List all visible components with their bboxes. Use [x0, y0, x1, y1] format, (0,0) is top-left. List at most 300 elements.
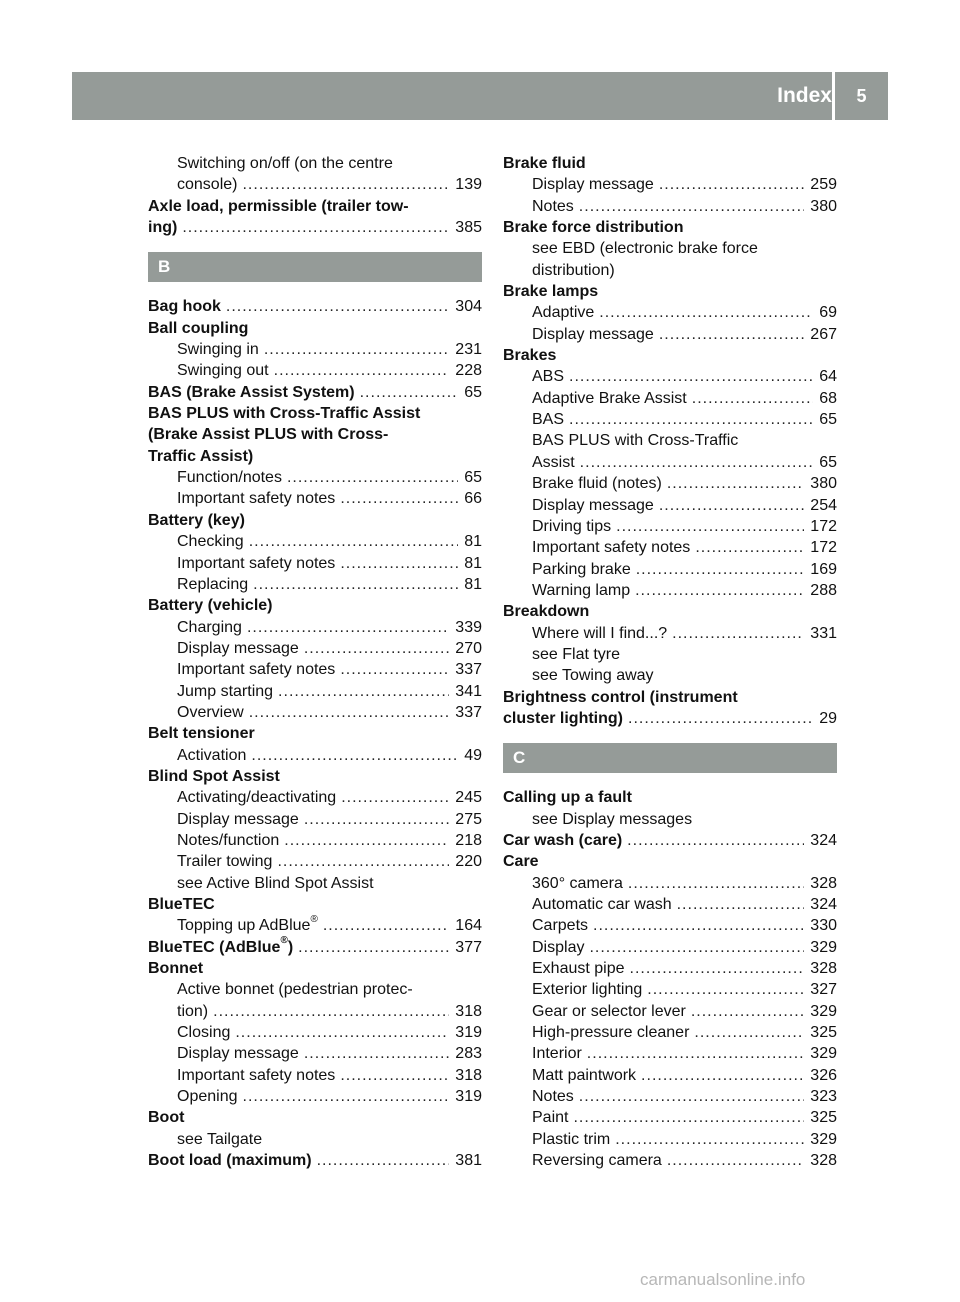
entry-text: Important safety notes [177, 661, 336, 679]
left-top-entries [148, 153, 482, 238]
leader-dots [635, 580, 804, 601]
index-entry [503, 153, 837, 174]
section-heading-c: C [503, 743, 837, 773]
entry-page-number: 283 [455, 1045, 482, 1063]
entry-text: Swinging in [177, 341, 259, 359]
leader-dots [304, 638, 449, 659]
index-entry [148, 1107, 482, 1128]
index-entry [148, 553, 482, 574]
leader-dots [636, 559, 805, 580]
entry-page-number: 270 [455, 639, 482, 657]
entry-text: Blind Spot Assist [148, 767, 280, 785]
index-entry [148, 1043, 482, 1064]
index-entry [503, 302, 837, 323]
leader-dots [589, 937, 804, 958]
index-entry [503, 830, 837, 851]
leader-dots [340, 553, 458, 574]
section-heading-b: B [148, 252, 482, 282]
leader-dots [628, 708, 813, 729]
entry-text: Carpets [532, 917, 589, 935]
entry-page-number: 69 [819, 304, 837, 322]
page-number: 5 [856, 86, 867, 106]
leader-dots [253, 574, 458, 595]
entry-text: see EBD (electronic brake force [532, 240, 758, 258]
entry-page-number: 64 [819, 368, 837, 386]
index-entry [503, 1001, 837, 1022]
entry-text: ing) [148, 219, 178, 237]
leader-dots [226, 296, 449, 317]
entry-text: BlueTEC [148, 896, 215, 913]
index-entry [503, 196, 837, 217]
entry-page-number: 329 [810, 1045, 837, 1063]
index-entry [503, 495, 837, 516]
index-entry [148, 403, 482, 424]
index-entry [148, 446, 482, 467]
index-entry [148, 382, 482, 403]
entry-page-number: 65 [819, 453, 837, 471]
entry-page-number: 288 [810, 581, 837, 599]
entry-text: cluster lighting) [503, 709, 623, 727]
entry-page-number: 65 [464, 383, 482, 401]
entry-page-number: 259 [810, 176, 837, 194]
entry-page-number: 164 [455, 917, 482, 935]
entry-page-number: 172 [810, 517, 837, 535]
entry-text: High-pressure cleaner [532, 1024, 690, 1042]
entry-page-number: 325 [810, 1024, 837, 1042]
entry-page-number: 319 [455, 1088, 482, 1106]
entry-page-number: 325 [810, 1109, 837, 1127]
entry-page-number: 377 [455, 938, 482, 956]
leader-dots [672, 623, 804, 644]
entry-text: Notes [532, 1088, 574, 1106]
entry-page-number: 328 [810, 1152, 837, 1170]
entry-text: Bonnet [148, 960, 204, 978]
entry-page-number: 380 [810, 197, 837, 215]
entry-text: Function/notes [177, 469, 282, 487]
index-entry [503, 1043, 837, 1064]
index-entry [503, 937, 837, 958]
index-entry [503, 623, 837, 644]
leader-dots [298, 937, 449, 958]
entry-page-number: 339 [455, 618, 482, 636]
entry-page-number: 81 [464, 533, 482, 551]
leader-dots [573, 1107, 804, 1128]
entry-text: Boot load (maximum) [148, 1152, 312, 1170]
entry-text: BlueTEC (AdBlue®) [148, 935, 294, 956]
leader-dots [247, 617, 449, 638]
index-entry [148, 1001, 482, 1022]
entry-text: Assist [532, 453, 575, 471]
leader-dots [317, 1150, 450, 1171]
index-entry [148, 595, 482, 616]
entry-text: Breakdown [503, 603, 590, 621]
index-entry [503, 601, 837, 622]
leader-dots [628, 873, 804, 894]
index-entry [503, 1022, 837, 1043]
entry-text: Display message [177, 810, 299, 828]
entry-text: Ball coupling [148, 319, 249, 337]
leader-dots [569, 409, 813, 430]
right-column [503, 153, 837, 1171]
entry-page-number: 66 [464, 490, 482, 508]
index-entry [148, 638, 482, 659]
entry-text: Adaptive Brake Assist [532, 389, 687, 407]
leader-dots [304, 809, 449, 830]
index-entry [148, 196, 482, 217]
index-entry [503, 809, 837, 830]
entry-page-number: 81 [464, 554, 482, 572]
index-entry [503, 217, 837, 238]
entry-text: Brightness control (instrument [503, 688, 738, 706]
entry-page-number: 81 [464, 575, 482, 593]
entry-page-number: 323 [810, 1088, 837, 1106]
index-entry [148, 174, 482, 195]
entry-text: see Display messages [532, 810, 693, 828]
leader-dots [278, 681, 449, 702]
index-entry [503, 1086, 837, 1107]
entry-page-number: 65 [464, 469, 482, 487]
entry-text: Adaptive [532, 304, 595, 322]
index-entry [503, 915, 837, 936]
leader-dots [641, 1065, 804, 1086]
index-entry [148, 467, 482, 488]
leader-dots [587, 1043, 805, 1064]
entry-text: Switching on/off (on the centre [177, 155, 393, 172]
entry-text: Calling up a fault [503, 789, 632, 807]
index-entry [148, 873, 482, 894]
index-entry [503, 1065, 837, 1086]
leader-dots [340, 659, 449, 680]
leader-dots [277, 851, 449, 872]
entry-page-number: 267 [810, 325, 837, 343]
leader-dots [284, 830, 449, 851]
entry-text: Bag hook [148, 298, 221, 316]
c-entries [503, 787, 837, 1171]
entry-page-number: 29 [819, 709, 837, 727]
entry-page-number: 337 [455, 661, 482, 679]
leader-dots [692, 388, 813, 409]
left-column [148, 153, 482, 1171]
entry-text: Where will I find...? [532, 624, 668, 642]
leader-dots [579, 1086, 805, 1107]
entry-page-number: 318 [455, 1002, 482, 1020]
entry-page-number: 218 [455, 831, 482, 849]
entry-text: Exterior lighting [532, 981, 643, 999]
index-entry [503, 366, 837, 387]
index-entry [503, 644, 837, 665]
entry-page-number: 275 [455, 810, 482, 828]
index-entry [503, 958, 837, 979]
index-entry [148, 531, 482, 552]
entry-text: BAS PLUS with Cross-Traffic [532, 432, 739, 450]
entry-text: Automatic car wash [532, 896, 672, 913]
index-entry [503, 851, 837, 872]
leader-dots [695, 537, 804, 558]
index-entry [148, 766, 482, 787]
entry-text: Display [532, 938, 585, 956]
entry-text: Closing [177, 1024, 231, 1042]
entry-text: Charging [177, 618, 242, 636]
entry-text: Display message [532, 325, 654, 343]
index-entry [148, 894, 482, 915]
entry-text: Care [503, 853, 539, 871]
index-entry [148, 153, 482, 174]
entry-text: Traffic Assist) [148, 447, 254, 465]
entry-page-number: 341 [455, 682, 482, 700]
leader-dots [659, 174, 804, 195]
entry-page-number: 337 [455, 703, 482, 721]
leader-dots [691, 1001, 804, 1022]
entry-text: see Active Blind Spot Assist [177, 874, 374, 892]
index-entry [503, 260, 837, 281]
leader-dots [249, 531, 459, 552]
entry-text: Display message [532, 176, 654, 194]
leader-dots [340, 488, 458, 509]
entry-page-number: 49 [464, 746, 482, 764]
leader-dots [615, 1129, 804, 1150]
leader-dots [287, 467, 458, 488]
entry-text: Boot [148, 1109, 185, 1127]
entry-page-number: 329 [810, 1130, 837, 1148]
index-entry [503, 174, 837, 195]
index-entry [148, 339, 482, 360]
entry-text: Brakes [503, 347, 557, 365]
entry-text: Battery (key) [148, 511, 245, 529]
entry-page-number: 319 [455, 1024, 482, 1042]
entry-text: distribution) [532, 261, 615, 279]
entry-text: BAS PLUS with Cross-Traffic Assist [148, 405, 421, 423]
entry-page-number: 139 [455, 176, 482, 194]
index-entry [503, 516, 837, 537]
index-entry [148, 659, 482, 680]
entry-text: Topping up AdBlue® [177, 914, 318, 935]
leader-dots [235, 1022, 449, 1043]
entry-page-number: 328 [810, 960, 837, 978]
entry-text: 360° camera [532, 874, 623, 892]
index-entry [503, 238, 837, 259]
leader-dots [569, 366, 813, 387]
entry-text: Important safety notes [177, 490, 336, 508]
leader-dots [667, 473, 804, 494]
index-entry [503, 873, 837, 894]
index-entry [148, 510, 482, 531]
entry-text: Swinging out [177, 362, 269, 380]
index-entry [148, 723, 482, 744]
entry-page-number: 231 [455, 341, 482, 359]
leader-dots [360, 382, 459, 403]
leader-dots [579, 196, 805, 217]
leader-dots [616, 516, 804, 537]
index-entry [503, 537, 837, 558]
entry-text: see Tailgate [177, 1130, 263, 1148]
index-entry [503, 409, 837, 430]
leader-dots [264, 339, 449, 360]
entry-page-number: 327 [810, 981, 837, 999]
index-entry [148, 809, 482, 830]
leader-dots [304, 1043, 449, 1064]
entry-text: Plastic trim [532, 1130, 611, 1148]
index-entry [503, 1107, 837, 1128]
leader-dots [341, 787, 449, 808]
entry-text: Important safety notes [177, 554, 336, 572]
index-entry [503, 708, 837, 729]
entry-text: see Towing away [532, 667, 654, 685]
leader-dots [182, 217, 449, 238]
entry-page-number: 172 [810, 539, 837, 557]
entry-page-number: 68 [819, 389, 837, 407]
leader-dots [659, 495, 804, 516]
entry-text: Replacing [177, 575, 249, 593]
index-entry [148, 617, 482, 638]
entry-text: Reversing camera [532, 1152, 662, 1170]
entry-text: Exhaust pipe [532, 960, 625, 978]
watermark: carmanualsonline.info [640, 1270, 806, 1289]
index-entry [503, 281, 837, 302]
entry-text: Activation [177, 746, 247, 764]
index-entry [148, 1086, 482, 1107]
index-entry [148, 574, 482, 595]
entry-text: Axle load, permissible (trailer tow- [148, 197, 409, 215]
leader-dots [599, 302, 813, 323]
entry-text: Brake force distribution [503, 219, 684, 237]
entry-text: Overview [177, 703, 244, 721]
index-entry [503, 430, 837, 451]
leader-dots [251, 745, 458, 766]
entry-text: Important safety notes [532, 539, 691, 557]
leader-dots [677, 894, 805, 915]
leader-dots [667, 1150, 804, 1171]
index-entry [148, 1129, 482, 1150]
leader-dots [694, 1022, 804, 1043]
entry-text: (Brake Assist PLUS with Cross- [148, 426, 389, 444]
entry-page-number: 254 [810, 496, 837, 514]
index-entry [148, 787, 482, 808]
entry-page-number: 220 [455, 853, 482, 871]
entry-text: Important safety notes [177, 1066, 336, 1084]
index-entry [148, 937, 482, 958]
index-entry [503, 345, 837, 366]
entry-page-number: 169 [810, 560, 837, 578]
entry-text: ABS [532, 368, 565, 386]
index-entry [148, 318, 482, 339]
index-entry [503, 324, 837, 345]
entry-page-number: 324 [810, 896, 837, 913]
entry-page-number: 380 [810, 475, 837, 493]
entry-text: Trailer towing [177, 853, 273, 871]
index-entry [148, 1150, 482, 1171]
entry-text: Display message [177, 1045, 299, 1063]
entry-text: Matt paintwork [532, 1066, 637, 1084]
index-entry [503, 979, 837, 1000]
index-entry [503, 452, 837, 473]
index-entry [148, 851, 482, 872]
index-entry [503, 1129, 837, 1150]
entry-text: Activating/deactivating [177, 789, 337, 807]
entry-text: tion) [177, 1002, 209, 1020]
index-entry [148, 979, 482, 1000]
leader-dots [659, 324, 804, 345]
entry-text: Checking [177, 533, 244, 551]
index-entry [148, 360, 482, 381]
right-top-entries [503, 153, 837, 729]
leader-dots [627, 830, 804, 851]
entry-page-number: 329 [810, 1002, 837, 1020]
entry-page-number: 331 [810, 624, 837, 642]
index-entry [503, 559, 837, 580]
entry-text: Notes [532, 197, 574, 215]
entry-page-number: 385 [455, 219, 482, 237]
entry-text: Notes/function [177, 831, 280, 849]
index-entry [503, 473, 837, 494]
entry-page-number: 330 [810, 917, 837, 935]
leader-dots [630, 958, 805, 979]
entry-text: Belt tensioner [148, 725, 255, 743]
registered-mark: ® [310, 914, 318, 926]
index-entry [148, 702, 482, 723]
index-entry [148, 958, 482, 979]
leader-dots [580, 452, 814, 473]
index-entry [148, 296, 482, 317]
entry-page-number: 228 [455, 362, 482, 380]
index-entry [503, 894, 837, 915]
entry-text: Jump starting [177, 682, 274, 700]
entry-page-number: 318 [455, 1066, 482, 1084]
entry-text: Brake lamps [503, 283, 599, 301]
index-entry [503, 665, 837, 686]
index-entry [148, 488, 482, 509]
leader-dots [243, 1086, 450, 1107]
entry-text: Paint [532, 1109, 569, 1127]
entry-text: Active bonnet (pedestrian protec- [177, 981, 413, 999]
entry-text: Interior [532, 1045, 582, 1063]
entry-page-number: 326 [810, 1066, 837, 1084]
entry-text: Opening [177, 1088, 238, 1106]
leader-dots [340, 1065, 449, 1086]
entry-page-number: 329 [810, 938, 837, 956]
index-entry [148, 745, 482, 766]
index-entry [503, 388, 837, 409]
leader-dots [593, 915, 804, 936]
entry-text: Driving tips [532, 517, 612, 535]
index-entry [148, 681, 482, 702]
entry-page-number: 324 [810, 831, 837, 849]
index-entry [503, 1150, 837, 1171]
entry-text: see Flat tyre [532, 645, 621, 663]
entry-page-number: 381 [455, 1152, 482, 1170]
leader-dots [213, 1001, 449, 1022]
entry-text: Car wash (care) [503, 831, 623, 849]
leader-dots [249, 702, 450, 723]
index-entry [148, 1065, 482, 1086]
entry-text: Brake fluid (notes) [532, 475, 662, 493]
entry-page-number: 245 [455, 789, 482, 807]
entry-text: Warning lamp [532, 581, 631, 599]
leader-dots [647, 979, 804, 1000]
entry-text: Battery (vehicle) [148, 597, 273, 615]
entry-text: Gear or selector lever [532, 1002, 686, 1020]
entry-text: console) [177, 176, 238, 194]
entry-text: Brake fluid [503, 155, 586, 172]
leader-dots [323, 915, 449, 936]
index-entry [148, 1022, 482, 1043]
entry-page-number: 328 [810, 874, 837, 892]
leader-dots [242, 174, 449, 195]
page-title: Index [777, 84, 832, 107]
entry-text: BAS [532, 411, 565, 429]
index-entry [503, 687, 837, 708]
entry-text: Display message [532, 496, 654, 514]
index-entry [148, 915, 482, 936]
